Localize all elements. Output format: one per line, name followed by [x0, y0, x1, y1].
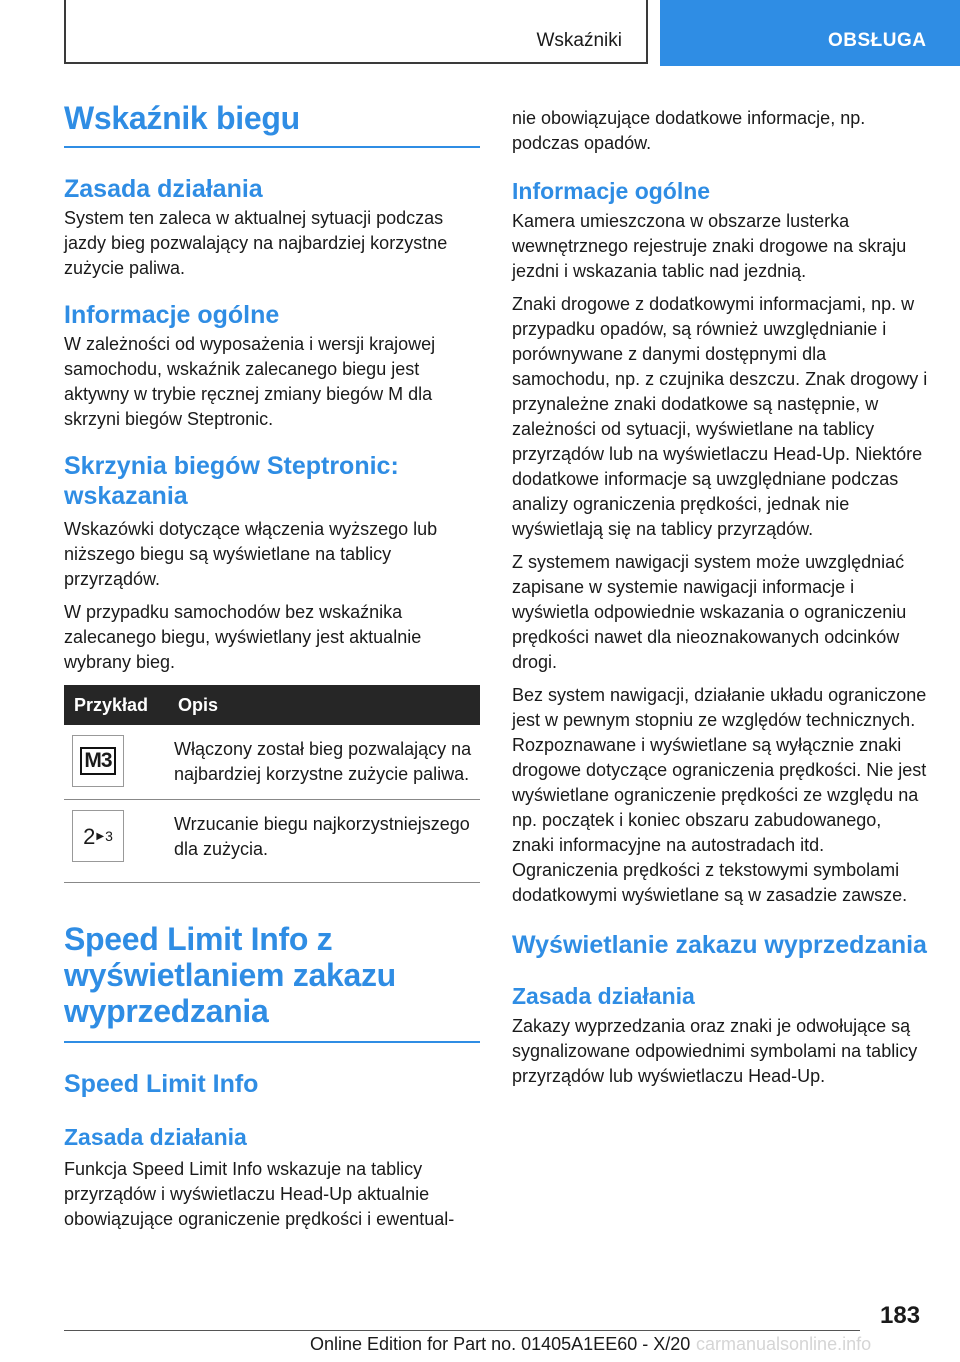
table-row	[64, 800, 480, 883]
heading-wyprzedzanie: Wyświetlanie zakazu wyprzedzania	[512, 931, 927, 959]
footer-watermark: carmanualsonline.info	[696, 1334, 872, 1354]
page-number: 183	[880, 1302, 921, 1329]
upshift-to: 3	[105, 827, 113, 844]
upshift-from: 2	[83, 823, 96, 849]
heading-speed-limit-info: Speed Limit Info	[64, 1070, 259, 1098]
title-speed-limit-info: Speed Limit Info z wyświetlaniem zakazu wyprzedzania	[64, 921, 396, 1029]
table-cell-description: Włączony został bieg pozwalający na najbardziej korzystne zużycie paliwa.	[168, 725, 480, 800]
header-section: Wskaźniki	[536, 30, 622, 51]
title-rule	[64, 1041, 480, 1043]
text-sli: Funkcja Speed Limit Info wskazuje na tablicy przyrządów i wyświetlaczu Head-Up aktualnie obowiązujące ograniczenie prędkości i ewentual-	[64, 1159, 455, 1229]
heading-zasada: Zasada działania	[64, 175, 263, 203]
text-informacje: W zależności od wyposażenia i wersji krajowej samochodu, wskaźnik zalecanego biegu jest aktywny w trybie ręcznej zmiany biegów M dla skrzyni biegów Steptronic.	[64, 334, 436, 429]
table-row	[64, 725, 480, 800]
upshift-arrow-icon: ▶	[96, 830, 105, 842]
text-skrzynia-1: Wskazówki dotyczące włączenia wyższego lub niższego biegu są wyświetlane na tablicy przyrządów.	[64, 519, 438, 589]
text-info-1: Kamera umieszczona w obszarze lusterka wewnętrznego rejestruje znaki drogowe na skraju jezdni i wskazania tablic nad jezdnią.	[512, 211, 907, 281]
text-info-4: Bez system nawigacji, działanie układu ograniczone jest w pewnym stopniu ze względów technicznych. Rozpoznawane i wyświetlane są wyłącznie znaki drogowe dotyczące ograniczenia prędkości. Nie jest wyświetlane ograniczenie prędkości ze względu na np. początek i koniec obszaru zabudowanego, znaki informacyjne na autostradach itd. Ograniczenia prędkości z tekstowymi symbolami dodatkowymi wyświetlane są w zasadzie zawsze.	[512, 685, 927, 905]
text-info-3: Z systemem nawigacji system może uwzględniać zapisane w systemie nawigacji informacje i wyświetla odpowiednie wskazania o ograniczeniu prędkości nawet dla nieoznakowanych odcinków drogi.	[512, 552, 907, 672]
m3-gear-label: M3	[80, 747, 115, 775]
gear-table	[64, 685, 480, 883]
text-zasada: System ten zaleca w aktualnej sytuacji podczas jazdy bieg pozwalający na najbardziej korzystne zużycie paliwa.	[64, 208, 448, 278]
table-cell-description: Wrzucanie biegu najkorzystniejszego dla zużycia.	[168, 800, 480, 883]
heading-sli-zasada: Zasada działania	[64, 1124, 247, 1150]
table-header-example: Przykład	[64, 685, 168, 725]
text-info-2: Znaki drogowe z dodatkowymi informacjami, np. w przypadku opadów, są również uwzględnianie i porównywane z danymi dostępnymi dla samochodu, np. z czujnika deszczu. Znak drogowy i przynależne znaki dodatkowe są następnie, w zależności od sytuacji, wyświetlane na tablicy przyrządów lub na wyświetlaczu Head-Up. Niektóre dodatkowe informacje są uwzględniane podczas analizy ograniczenia prędkości, jednak nie wyświetlają się na tablicy przyrządów.	[512, 294, 928, 539]
text-continued: nie obowiązujące dodatkowe informacje, np. podczas opadów.	[512, 108, 866, 153]
header-chapter-tab	[660, 0, 960, 66]
heading-informacje: Informacje ogólne	[64, 301, 280, 329]
header-chapter: OBSŁUGA	[828, 30, 927, 51]
table-header-description: Opis	[168, 685, 480, 725]
heading-informacje-right: Informacje ogólne	[512, 178, 711, 204]
right-column	[512, 106, 928, 1089]
title-gear-indicator: Wskaźnik biegu	[64, 100, 300, 136]
left-column	[64, 100, 480, 1232]
text-wyprz: Zakazy wyprzedzania oraz znaki je odwołujące są sygnalizowane odpowiednimi symbolami na tablicy przyrządów lub wyświetlaczu Head-Up.	[512, 1016, 918, 1086]
footer-rule	[64, 1330, 860, 1331]
heading-skrzynia: Skrzynia biegów Steptronic: wskazania	[64, 452, 399, 510]
footer-edition: Online Edition for Part no. 01405A1EE60 - X/20	[310, 1334, 691, 1354]
header-frame	[64, 0, 648, 64]
m3-gear-icon	[72, 735, 124, 787]
heading-wyprz-zasada: Zasada działania	[512, 983, 695, 1009]
upshift-icon	[72, 810, 124, 862]
title-rule	[64, 146, 480, 148]
text-skrzynia-2: W przypadku samochodów bez wskaźnika zalecanego biegu, wyświetlany jest aktualnie wybrany bieg.	[64, 602, 422, 672]
